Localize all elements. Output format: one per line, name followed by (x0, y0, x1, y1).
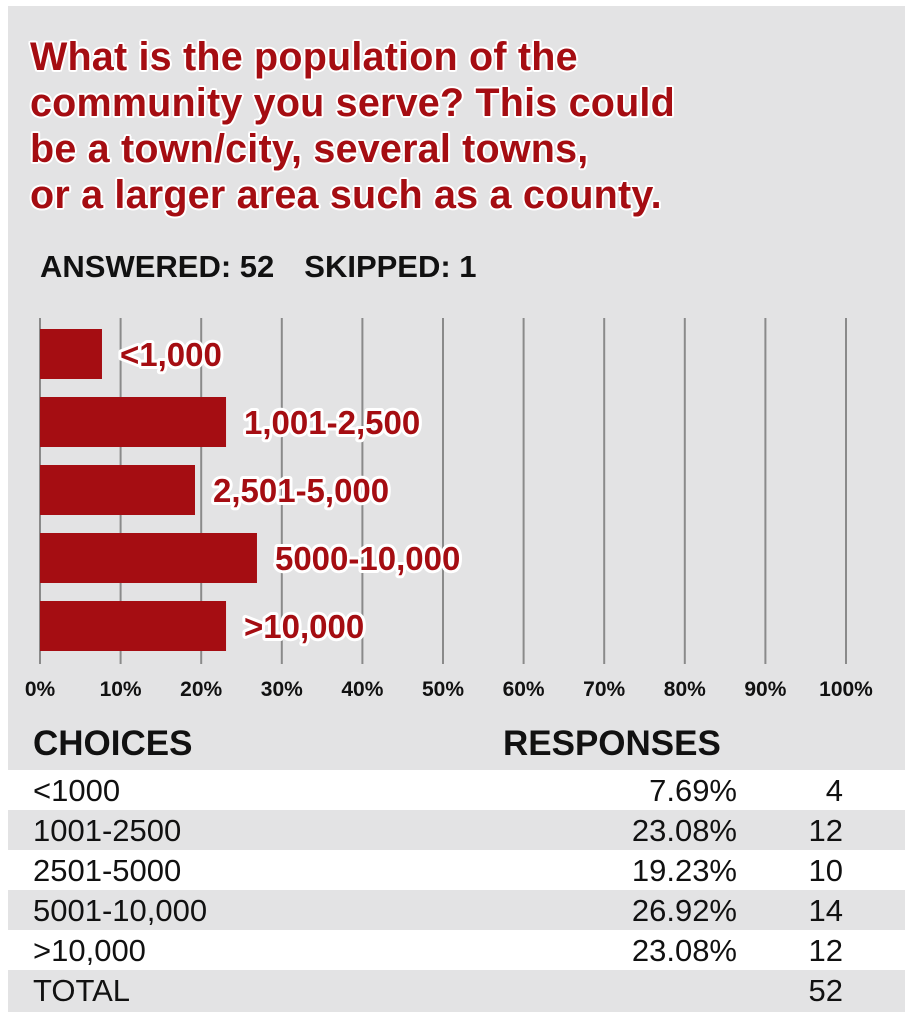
choices-header: CHOICES (33, 724, 193, 763)
x-tick-label: 30% (260, 678, 303, 701)
x-tick-label: 60% (502, 678, 545, 701)
row-count: 14 (808, 893, 843, 928)
x-tick-label: 40% (341, 678, 384, 701)
x-tick-label: 90% (744, 678, 787, 701)
x-tick-label: 50% (421, 678, 465, 701)
row-choice: 5001-10,000 (33, 893, 208, 928)
x-axis-ticks (25, 678, 873, 701)
row-percent: 19.23% (631, 853, 737, 888)
table-row (8, 770, 905, 810)
table-total-row (8, 970, 905, 1010)
x-tick-label: 70% (583, 678, 626, 701)
bar (40, 329, 102, 379)
bar (40, 601, 226, 651)
x-tick-label: 100% (819, 678, 873, 701)
total-label: TOTAL (33, 973, 131, 1008)
row-count: 12 (808, 813, 843, 848)
title-line-3: be a town/city, several towns, (30, 127, 589, 171)
bar (40, 465, 195, 515)
bar-category-label: 2,501-5,000 (212, 472, 390, 509)
row-count: 10 (808, 853, 843, 888)
bar (40, 397, 226, 447)
bar-category-label: >10,000 (244, 608, 365, 645)
row-count: 4 (825, 773, 843, 808)
x-tick-label: 10% (99, 678, 142, 701)
x-tick-label: 80% (663, 678, 706, 701)
row-choice: >10,000 (33, 933, 146, 968)
title-line-4: or a larger area such as a county. (30, 173, 662, 217)
bar-category-label: <1,000 (119, 336, 222, 373)
title-line-1: What is the population of the (30, 35, 578, 79)
table-row (8, 810, 905, 850)
answered-count: ANSWERED: 52 (40, 249, 275, 284)
title-line-2: community you serve? This could (30, 81, 675, 125)
row-choice: 1001-2500 (33, 813, 182, 848)
bar-category-label: 1,001-2,500 (244, 404, 421, 441)
row-percent: 26.92% (631, 893, 737, 928)
row-choice: 2501-5000 (33, 853, 182, 888)
row-percent: 23.08% (631, 813, 737, 848)
row-percent: 7.69% (649, 773, 737, 808)
x-tick-label: 20% (180, 678, 223, 701)
total-count: 52 (808, 973, 843, 1008)
row-percent: 23.08% (631, 933, 737, 968)
skipped-count: SKIPPED: 1 (304, 249, 477, 284)
table-row (8, 930, 905, 970)
row-choice: <1000 (33, 773, 121, 808)
bar (40, 533, 257, 583)
row-count: 12 (808, 933, 843, 968)
x-tick-label: 0% (24, 678, 56, 701)
bar-category-label: 5000-10,000 (274, 540, 461, 577)
table-row (8, 850, 905, 890)
table-row (8, 890, 905, 930)
responses-header: RESPONSES (503, 724, 721, 763)
